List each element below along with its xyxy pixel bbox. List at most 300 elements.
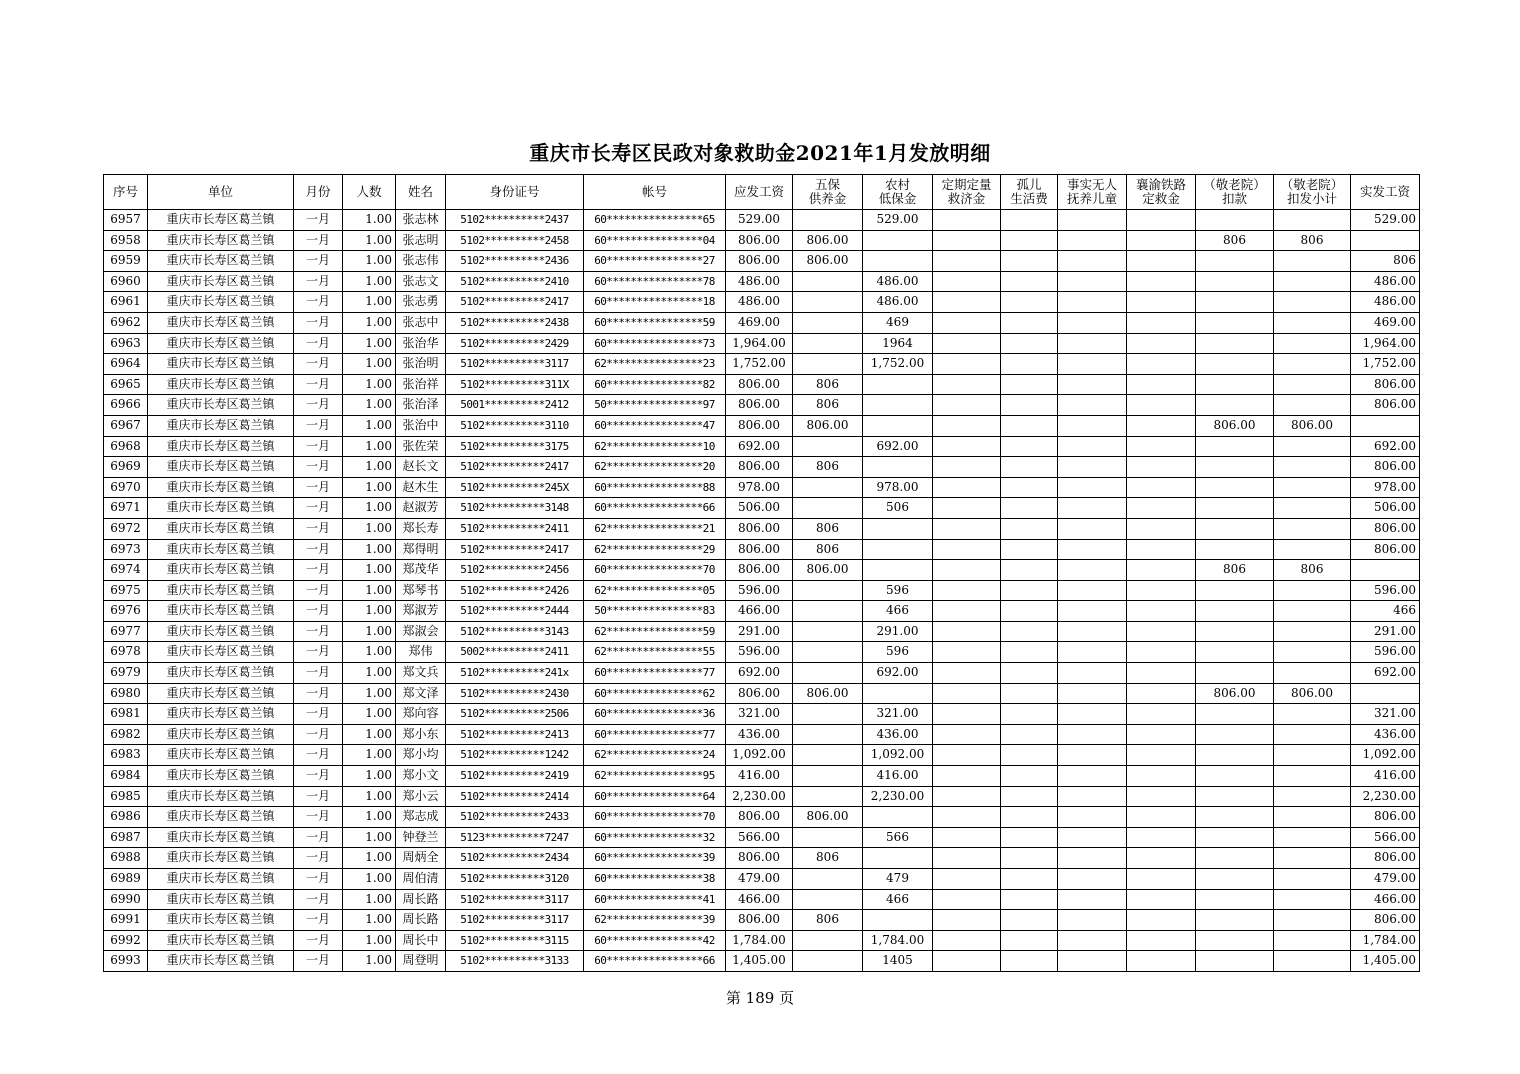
table-cell [1127,827,1196,848]
table-cell: 479 [863,869,933,890]
table-cell: 596 [863,580,933,601]
table-cell: 6966 [104,395,148,416]
table-cell [1058,374,1127,395]
table-cell: 一月 [294,518,343,539]
table-cell [1274,869,1351,890]
table-row [104,663,1420,684]
table-cell: 806.00 [1351,457,1420,478]
table-cell [1058,930,1127,951]
table-cell: 416.00 [1351,766,1420,787]
table-cell [1127,889,1196,910]
table-cell: 60****************65 [584,210,726,231]
table-cell [1001,292,1058,313]
table-cell [1127,951,1196,972]
table-cell [1058,910,1127,931]
table-cell: 一月 [294,580,343,601]
table-cell: 5102**********3110 [446,415,584,436]
table-cell [1274,704,1351,725]
table-cell: 1.00 [343,786,396,807]
table-cell: 一月 [294,766,343,787]
table-cell [933,560,1001,581]
table-cell [793,786,863,807]
table-cell [933,663,1001,684]
table-cell [1058,704,1127,725]
table-cell [1058,210,1127,231]
table-cell [1127,807,1196,828]
table-cell [793,292,863,313]
table-cell [793,333,863,354]
table-cell [1196,498,1274,519]
table-cell [1127,395,1196,416]
table-cell [1058,848,1127,869]
table-cell: 6972 [104,518,148,539]
table-cell: 5102**********311X [446,374,584,395]
table-cell: 1.00 [343,374,396,395]
table-cell: 5002**********2411 [446,642,584,663]
table-cell: 6971 [104,498,148,519]
table-cell [933,312,1001,333]
table-cell [1127,930,1196,951]
table-cell: 张志文 [396,271,446,292]
table-cell [863,539,933,560]
table-cell: 806.00 [726,415,793,436]
table-cell: 5102**********3115 [446,930,584,951]
table-cell: 60****************18 [584,292,726,313]
column-header: 襄渝铁路 定救金 [1127,175,1196,210]
table-cell: 416.00 [726,766,793,787]
table-cell [793,663,863,684]
table-cell: 重庆市长寿区葛兰镇 [148,807,294,828]
table-cell [1196,807,1274,828]
table-cell: 1.00 [343,848,396,869]
table-cell: 1.00 [343,251,396,272]
table-cell: 5102**********2430 [446,683,584,704]
table-cell [933,910,1001,931]
table-cell: 60****************88 [584,477,726,498]
table-cell [1001,477,1058,498]
table-cell: 806.00 [1351,807,1420,828]
table-cell [793,827,863,848]
table-cell [1058,333,1127,354]
table-cell: 6979 [104,663,148,684]
table-cell [1351,683,1420,704]
table-cell [1127,663,1196,684]
table-cell [793,210,863,231]
table-cell [1058,354,1127,375]
table-cell: 469 [863,312,933,333]
table-cell [1001,910,1058,931]
table-row [104,704,1420,725]
table-cell: 一月 [294,436,343,457]
table-cell: 566.00 [726,827,793,848]
table-row [104,333,1420,354]
table-cell [863,910,933,931]
table-cell [793,704,863,725]
table-cell [1274,621,1351,642]
table-cell [1274,477,1351,498]
table-cell [1001,210,1058,231]
table-cell: 60****************82 [584,374,726,395]
table-cell: 一月 [294,930,343,951]
table-cell: 291.00 [863,621,933,642]
table-cell [1196,580,1274,601]
table-cell: 一月 [294,230,343,251]
table-cell: 张志伟 [396,251,446,272]
table-cell: 436.00 [726,724,793,745]
table-cell: 6981 [104,704,148,725]
table-cell [1196,663,1274,684]
table-cell: 重庆市长寿区葛兰镇 [148,312,294,333]
table-cell: 806.00 [1351,910,1420,931]
table-cell: 1.00 [343,745,396,766]
table-cell [1127,518,1196,539]
table-cell [1196,889,1274,910]
table-cell: 6978 [104,642,148,663]
table-cell: 重庆市长寿区葛兰镇 [148,271,294,292]
table-cell: 5102**********2419 [446,766,584,787]
table-cell [933,745,1001,766]
table-cell: 529.00 [1351,210,1420,231]
table-cell: 506 [863,498,933,519]
table-cell [793,745,863,766]
table-cell [1001,724,1058,745]
table-cell [1001,498,1058,519]
table-cell: 566.00 [1351,827,1420,848]
table-cell [1058,807,1127,828]
table-cell: 一月 [294,601,343,622]
table-cell: 1.00 [343,642,396,663]
table-cell [793,621,863,642]
table-cell: 郑长寿 [396,518,446,539]
table-cell [1001,271,1058,292]
table-cell: 60****************27 [584,251,726,272]
table-cell [1127,539,1196,560]
table-cell: 5102**********3148 [446,498,584,519]
table-cell [1001,415,1058,436]
table-cell: 2,230.00 [1351,786,1420,807]
table-cell [1274,436,1351,457]
table-cell: 62****************39 [584,910,726,931]
table-cell [1196,251,1274,272]
table-cell [1196,621,1274,642]
table-cell: 596 [863,642,933,663]
table-cell [933,724,1001,745]
table-cell [933,415,1001,436]
table-cell: 806.00 [726,560,793,581]
table-cell: 692.00 [863,436,933,457]
table-cell [1058,457,1127,478]
table-cell [1001,807,1058,828]
table-cell: 1.00 [343,395,396,416]
table-cell: 486.00 [1351,271,1420,292]
table-cell [793,580,863,601]
column-header: 月份 [294,175,343,210]
table-cell: 5102**********2456 [446,560,584,581]
table-cell: 60****************39 [584,848,726,869]
table-cell: 5102**********2417 [446,539,584,560]
table-cell [863,518,933,539]
table-cell [1001,766,1058,787]
column-header: 人数 [343,175,396,210]
table-cell: 5102**********3133 [446,951,584,972]
table-row [104,786,1420,807]
table-cell [1058,271,1127,292]
table-cell: 60****************77 [584,724,726,745]
table-cell: 806 [793,910,863,931]
table-cell: 5102**********3117 [446,354,584,375]
table-cell: 1,405.00 [726,951,793,972]
table-cell [1001,230,1058,251]
table-cell: 50****************97 [584,395,726,416]
table-cell: 596.00 [726,642,793,663]
column-header: 事实无人 抚养儿童 [1058,175,1127,210]
table-cell [933,889,1001,910]
table-cell: 60****************32 [584,827,726,848]
table-cell [1058,621,1127,642]
table-cell [1127,374,1196,395]
table-cell [1274,745,1351,766]
table-cell: 郑茂华 [396,560,446,581]
table-cell [1274,663,1351,684]
table-cell [1196,436,1274,457]
table-cell: 1,784.00 [1351,930,1420,951]
table-cell: 张志林 [396,210,446,231]
table-cell: 一月 [294,704,343,725]
table-cell [1274,312,1351,333]
table-cell: 806.00 [1351,374,1420,395]
table-cell: 806.00 [726,910,793,931]
table-cell: 一月 [294,312,343,333]
table-cell [933,457,1001,478]
table-cell [1058,312,1127,333]
table-cell: 6974 [104,560,148,581]
table-cell: 一月 [294,477,343,498]
table-cell [1001,621,1058,642]
table-cell: 重庆市长寿区葛兰镇 [148,457,294,478]
table-cell: 60****************59 [584,312,726,333]
table-cell [1196,827,1274,848]
table-cell: 6959 [104,251,148,272]
table-cell: 重庆市长寿区葛兰镇 [148,251,294,272]
table-cell [1001,951,1058,972]
table-cell: 596.00 [1351,580,1420,601]
table-cell [1351,560,1420,581]
table-cell [1127,230,1196,251]
table-cell [933,539,1001,560]
table-cell [1001,539,1058,560]
table-cell: 重庆市长寿区葛兰镇 [148,292,294,313]
column-header: 姓名 [396,175,446,210]
table-cell [1001,374,1058,395]
table-cell: 5102**********2417 [446,292,584,313]
table-cell [863,457,933,478]
table-cell: 张治中 [396,415,446,436]
table-cell: 62****************29 [584,539,726,560]
table-cell: 692.00 [726,436,793,457]
table-cell: 郑文泽 [396,683,446,704]
table-cell: 62****************95 [584,766,726,787]
table-cell [1196,745,1274,766]
table-cell: 806.00 [793,807,863,828]
table-row [104,724,1420,745]
table-cell: 张志勇 [396,292,446,313]
table-cell: 一月 [294,457,343,478]
table-cell: 469.00 [1351,312,1420,333]
table-row [104,951,1420,972]
table-cell [1127,869,1196,890]
table-row [104,271,1420,292]
column-header: 应发工资 [726,175,793,210]
table-cell [1127,704,1196,725]
table-cell [1351,415,1420,436]
table-cell: 486.00 [1351,292,1420,313]
table-cell [863,395,933,416]
table-cell: 1,092.00 [863,745,933,766]
table-cell: 60****************36 [584,704,726,725]
table-cell [1274,951,1351,972]
table-cell [1127,436,1196,457]
table-cell [793,601,863,622]
table-cell: 1.00 [343,910,396,931]
table-cell: 806.00 [726,518,793,539]
table-cell: 62****************23 [584,354,726,375]
table-cell [933,601,1001,622]
table-cell: 596.00 [726,580,793,601]
table-cell: 周长路 [396,910,446,931]
table-cell: 重庆市长寿区葛兰镇 [148,354,294,375]
table-cell [1274,518,1351,539]
column-header: 序号 [104,175,148,210]
table-cell: 466 [863,601,933,622]
table-cell [933,766,1001,787]
table-cell: 一月 [294,869,343,890]
column-header: 实发工资 [1351,175,1420,210]
table-row [104,210,1420,231]
table-cell: 一月 [294,292,343,313]
table-cell: 6989 [104,869,148,890]
table-cell [933,230,1001,251]
table-row [104,539,1420,560]
table-cell [1058,477,1127,498]
table-cell: 1.00 [343,601,396,622]
table-cell: 5102**********3117 [446,910,584,931]
table-cell: 5102**********2458 [446,230,584,251]
table-cell [933,498,1001,519]
table-cell: 806 [793,395,863,416]
table-cell: 郑小文 [396,766,446,787]
table-cell: 60****************66 [584,951,726,972]
table-cell: 1.00 [343,230,396,251]
table-cell [1127,724,1196,745]
table-cell [933,518,1001,539]
table-cell: 806 [793,518,863,539]
table-cell: 806 [1351,251,1420,272]
table-cell [1001,312,1058,333]
table-cell [1196,374,1274,395]
table-cell: 5102**********2444 [446,601,584,622]
table-cell [933,354,1001,375]
table-cell: 5123**********7247 [446,827,584,848]
table-cell: 806.00 [1196,415,1274,436]
table-cell [1001,354,1058,375]
table-cell: 62****************59 [584,621,726,642]
table-cell: 重庆市长寿区葛兰镇 [148,601,294,622]
table-cell: 1.00 [343,869,396,890]
table-cell [1001,704,1058,725]
table-cell [1274,457,1351,478]
table-cell: 1.00 [343,807,396,828]
table-cell [1001,663,1058,684]
table-cell: 5102**********2414 [446,786,584,807]
table-cell [1274,889,1351,910]
table-cell: 5102**********2438 [446,312,584,333]
table-cell: 321.00 [1351,704,1420,725]
table-cell [1058,683,1127,704]
table-row [104,477,1420,498]
table-cell [933,621,1001,642]
table-cell [1001,786,1058,807]
table-cell: 1.00 [343,271,396,292]
table-cell: 郑向容 [396,704,446,725]
table-cell: 一月 [294,251,343,272]
table-cell [933,642,1001,663]
table-cell: 重庆市长寿区葛兰镇 [148,333,294,354]
table-cell: 291.00 [1351,621,1420,642]
table-cell [1058,786,1127,807]
table-cell: 806.00 [793,251,863,272]
table-cell [1058,580,1127,601]
table-cell: 一月 [294,827,343,848]
table-cell: 5102**********2433 [446,807,584,828]
table-cell [933,580,1001,601]
table-cell: 692.00 [863,663,933,684]
table-cell [1196,786,1274,807]
table-cell [863,415,933,436]
table-cell [1058,601,1127,622]
table-cell [933,374,1001,395]
table-cell: 一月 [294,951,343,972]
table-cell: 466 [1351,601,1420,622]
table-cell [1058,395,1127,416]
table-cell: 重庆市长寿区葛兰镇 [148,786,294,807]
table-cell: 50****************83 [584,601,726,622]
table-cell: 郑淑芳 [396,601,446,622]
table-cell: 张治泽 [396,395,446,416]
table-cell: 506.00 [726,498,793,519]
table-cell: 60****************62 [584,683,726,704]
table-cell: 6977 [104,621,148,642]
column-header: 身份证号 [446,175,584,210]
table-cell: 806.00 [793,230,863,251]
table-cell [933,292,1001,313]
column-header: （敬老院） 扣发小计 [1274,175,1351,210]
table-cell: 周长路 [396,889,446,910]
table-cell: 重庆市长寿区葛兰镇 [148,210,294,231]
table-cell: 6967 [104,415,148,436]
table-cell: 978.00 [726,477,793,498]
table-cell [1001,395,1058,416]
table-cell [1196,354,1274,375]
table-cell: 62****************20 [584,457,726,478]
table-cell [1196,518,1274,539]
table-cell [933,251,1001,272]
table-cell: 1.00 [343,827,396,848]
table-cell [1196,292,1274,313]
table-cell [1001,518,1058,539]
table-cell [1058,436,1127,457]
table-cell: 466 [863,889,933,910]
table-row [104,642,1420,663]
